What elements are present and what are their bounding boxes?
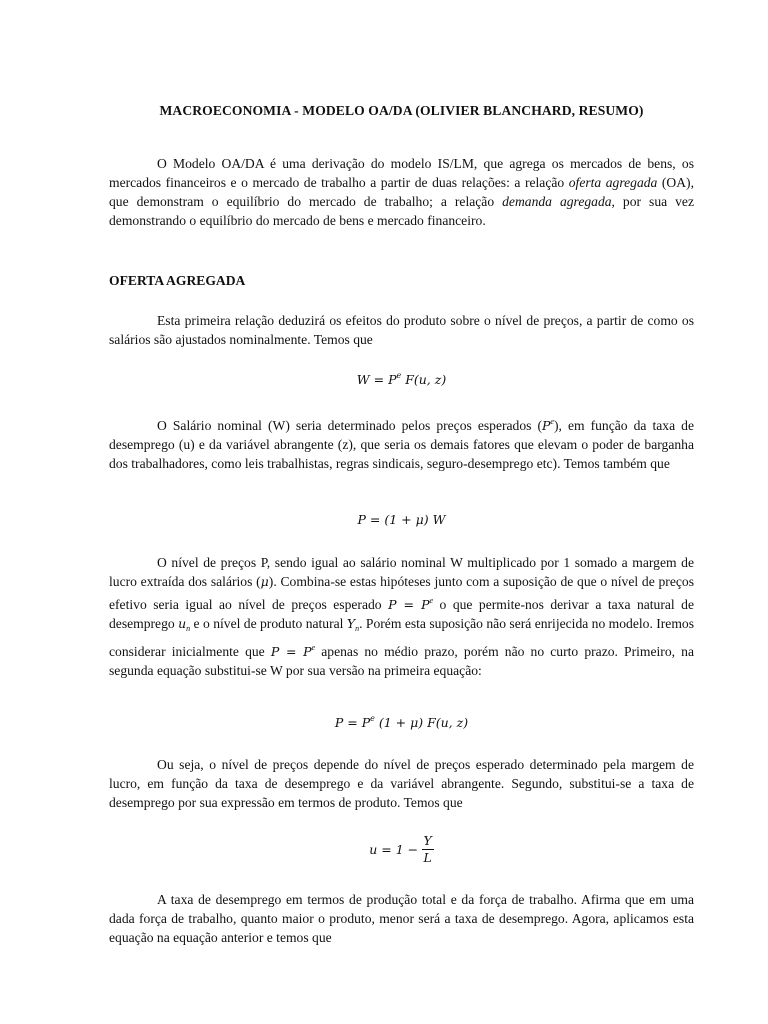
section-heading: OFERTA AGREGADA (109, 273, 246, 288)
equation-3-text: $P = P^e$ (1 + μ) F(u, z) (334, 714, 469, 730)
paragraph-3-text-6: apenas no médio prazo, porém não no curto prazo. Primeiro, na segunda equação substitui-se W por sua versão na primeira equação: (109, 644, 694, 678)
da-term: demanda agregada (502, 194, 612, 209)
equation-1-text: $W = P^e$ F(u, z) (356, 371, 447, 387)
paragraph-3-text-4: e o nível de produto natural (190, 616, 347, 631)
intro-text-2: (OA), que demonstram o equilíbrio do mercado de trabalho; a relação (109, 175, 694, 209)
inline-equation-2: P = P (270, 644, 312, 659)
paragraph-2 (109, 412, 694, 473)
paragraph-1-text: Esta primeira relação deduzirá os efeitos do produto sobre o nível de preços, a partir de como os salários são ajustados nominalmente. Temos que (109, 313, 694, 347)
inline-equation-1-sup: e (429, 596, 434, 605)
pe-superscript: e (550, 417, 554, 426)
mu-symbol: μ (260, 574, 269, 589)
paragraph-5-text: A taxa de desemprego em termos de produção total e da força de trabalho. Afirma que em uma dada força de trabalho, quanto maior o produto, menor será a taxa de desemprego. Agora, aplicamos esta equação na equação anterior e temos que (109, 892, 694, 945)
intro-paragraph (109, 154, 694, 230)
equation-3 (109, 714, 694, 731)
paragraph-4 (109, 755, 694, 812)
paragraph-3-text-1: O nível de preços P, sendo igual ao salário nominal W multiplicado por 1 somado a margem de lucro extraída dos salários ( (109, 555, 694, 589)
paragraph-3-text-2: ). Combina-se estas hipóteses junto com a suposição de que o nível de preços efetivo seria igual ao nível de preços esperado (109, 574, 694, 612)
equation-4-lhs: u = 1 − (369, 842, 419, 857)
oa-term: oferta agregada (568, 175, 658, 190)
yn-symbol: Y (346, 616, 356, 631)
paragraph-3-text-5: . Porém esta suposição não será enrijecida no modelo. Iremos considerar inicialmente que (109, 616, 694, 659)
equation-2 (109, 512, 694, 528)
paragraph-3 (109, 553, 694, 680)
inline-equation-1: P = P (388, 597, 430, 612)
intro-text-1: O Modelo OA/DA é uma derivação do modelo IS/LM, que agrega os mercados de bens, os mercados financeiros e o mercado de trabalho a partir de duas relações: a relação (109, 156, 694, 190)
pe-symbol: P (542, 418, 551, 433)
paragraph-5 (109, 890, 694, 947)
inline-equation-2-sup: e (311, 643, 316, 652)
un-subscript: n (186, 624, 191, 633)
equation-1 (109, 371, 694, 388)
yn-subscript: n (355, 624, 360, 633)
paragraph-3-text-3: o que permite-nos derivar a taxa natural de desemprego (109, 597, 695, 631)
equation-4-denominator: L (423, 850, 432, 865)
paragraph-2-text-1: O Salário nominal (W) seria determinado pelos preços esperados ( (157, 418, 542, 433)
paragraph-2-text-2: ), em função da taxa de desemprego (u) e da variável abrangente (z), que seria os demais fatores que elevam o poder de barganha dos trabalhadores, como leis trabalhistas, regras sindicais, seguro-desemprego etc). Temos também que (109, 418, 694, 471)
intro-text-3: , por sua vez demonstrando o equilíbrio do mercado de bens e mercado financeiro. (109, 194, 695, 228)
document-title: MACROECONOMIA - MODELO OA/DA (OLIVIER BLANCHARD, RESUMO) (159, 103, 644, 118)
paragraph-1 (109, 311, 694, 349)
un-symbol: u (178, 616, 187, 631)
equation-4-fraction (422, 833, 434, 866)
equation-4-numerator: Y (423, 833, 432, 848)
equation-2-text: P = (1 + μ) W (357, 512, 446, 527)
paragraph-4-text: Ou seja, o nível de preços depende do nível de preços esperado determinado pela margem de lucro, em função da taxa de desemprego e da variável abrangente. Segundo, substitui-se a taxa de desemprego por sua expressão em termos de produto. Temos que (109, 757, 694, 810)
equation-4 (109, 833, 694, 866)
